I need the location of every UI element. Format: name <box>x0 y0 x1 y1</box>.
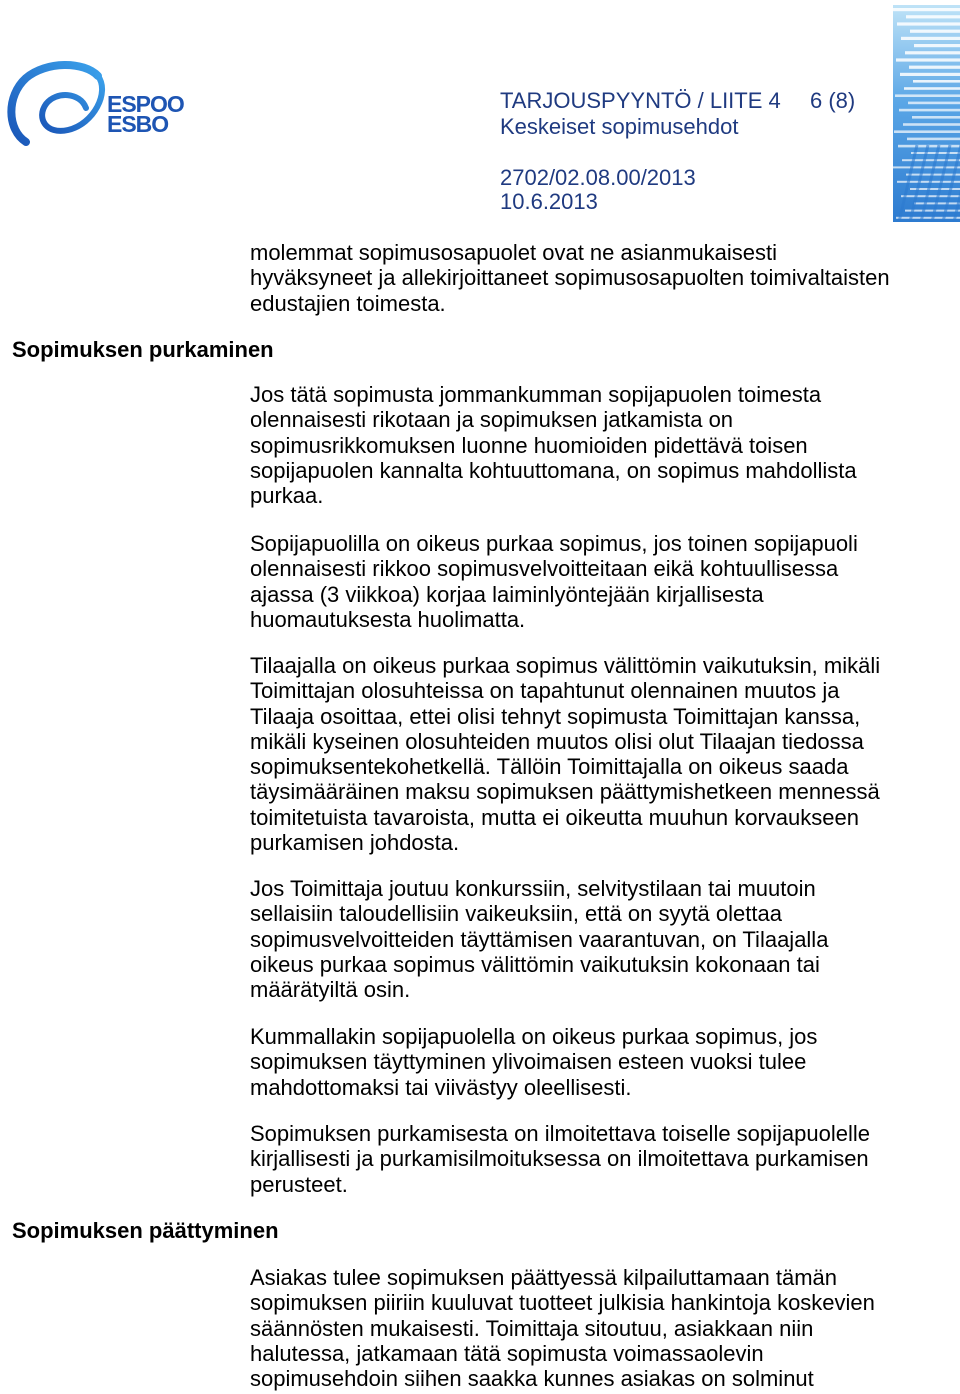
espoo-swirl-icon <box>6 58 106 148</box>
text-line: sellaisiin taloudellisiin vaikeuksiin, että on syytä olettaa <box>250 901 782 927</box>
reference-number: 2702/02.08.00/2013 <box>500 165 696 190</box>
text-line: Tilaaja osoittaa, ettei olisi tehnyt sopimusta Toimittajan kanssa, <box>250 703 861 729</box>
decoration-stripe <box>909 66 960 69</box>
text-line: sopimusvelvoitteiden täyttämisen vaarantuvan, on Tilaajalla <box>250 926 829 952</box>
text-line: toimitetuista tavaroista, mutta ei oikeutta muuhun korvaukseen <box>250 804 859 830</box>
decoration-stripe <box>896 58 960 61</box>
text-line: sopimusehdoin siihen saakka kunnes asiakas on solminut <box>250 1366 814 1392</box>
decoration-stripe <box>903 123 960 126</box>
page-number: 6 (8) <box>810 88 856 113</box>
text-line: sopimuksentekohetkellä. Tällöin Toimittajalla on oikeus saada <box>250 754 849 780</box>
decoration-stripe <box>900 73 960 76</box>
decoration-stripe <box>904 87 960 90</box>
document-type: TARJOUSPYYNTÖ / LIITE 4 <box>500 88 781 113</box>
text-line: mahdottomaksi tai viivästyy oleellisesti. <box>250 1074 632 1100</box>
text-line: halutessa, jatkamaan tätä sopimusta voimassaolevin <box>250 1340 764 1366</box>
text-line: Kummallakin sopijapuolella on oikeus purkaa sopimus, jos <box>250 1024 818 1049</box>
text-line: sopimuksen täyttyminen ylivoimaisen esteen vuoksi tulee <box>250 1049 807 1075</box>
document-date: 10.6.2013 <box>500 189 598 214</box>
section-heading-termination: Sopimuksen purkaminen <box>12 337 274 362</box>
intro-paragraph <box>250 240 890 316</box>
decoration-stripe <box>913 80 960 83</box>
decoration-stripe <box>896 217 960 219</box>
text-line: Jos Toimittaja joutuu konkurssiin, selvitystilaan tai muutoin <box>250 876 816 901</box>
document-subtitle: Keskeiset sopimusehdot <box>500 114 739 139</box>
text-line: purkaa. <box>250 483 324 509</box>
text-line: molemmat sopimusosapuolet ovat ne asianmukaisesti <box>250 240 778 265</box>
decoration-stripe <box>894 130 960 133</box>
text-line: hyväksyneet ja allekirjoittaneet sopimusosapuolten toimivaltaisten <box>250 265 890 291</box>
decoration-stripe <box>914 44 960 47</box>
paragraph <box>250 1121 870 1197</box>
paragraph <box>250 1265 875 1391</box>
text-line: täysimääräinen maksu sopimuksen päättymishetkeen mennessä <box>250 779 880 805</box>
section-heading-expiry: Sopimuksen päättyminen <box>12 1218 279 1243</box>
text-line: purkamisen johdosta. <box>250 830 460 856</box>
text-line: Jos tätä sopimusta jommankumman sopijapuolen toimesta <box>250 382 822 407</box>
text-line: sopimusrikkomuksen luonne huomioiden pidettävä toisen <box>250 432 808 458</box>
text-line: mikäli kyseinen olosuhteiden muutos olisi olut Tilaajan tiedossa <box>250 728 864 754</box>
text-line: oikeus purkaa sopimus välittömin vaikutuksin kokonaan tai <box>250 951 820 977</box>
text-line: edustajien toimesta. <box>250 290 446 316</box>
text-line: Tilaajalla on oikeus purkaa sopimus välittömin vaikutuksin, mikäli <box>250 653 881 678</box>
decoration-stripe <box>901 37 960 40</box>
paragraph <box>250 653 880 855</box>
text-line: perusteet. <box>250 1171 348 1197</box>
decoration-stripe <box>893 166 960 168</box>
decoration-stripe <box>906 15 960 18</box>
text-line: Asiakas tulee sopimuksen päättyessä kilpailuttamaan tämän <box>250 1265 837 1290</box>
decoration-stripe <box>905 51 960 54</box>
decoration-stripe <box>895 94 960 97</box>
logo-text-esbo: ESBO <box>107 111 169 137</box>
decoration-stripe <box>910 30 960 33</box>
text-line: olennaisesti rikkoo sopimusvelvoitteitaan eikä kohtuullisessa <box>250 556 839 582</box>
paragraph <box>250 531 858 632</box>
decoration-stripe <box>908 102 960 105</box>
decoration-stripe <box>897 181 960 183</box>
decoration-stripe <box>902 159 960 161</box>
paragraph <box>250 1024 817 1100</box>
decoration-stripe <box>907 138 960 141</box>
text-line: säännösten mukaisesti. Toimittaja sitoutuu, asiakkaan niin <box>250 1315 814 1341</box>
decoration-stripe <box>893 8 960 11</box>
decoration-stripe <box>899 109 960 112</box>
header-decoration-graphic <box>893 5 960 222</box>
paragraph <box>250 382 857 508</box>
text-line: sopimuksen piiriin kuuluvat tuotteet julkisia hankintoja koskevien <box>250 1290 875 1316</box>
logo-swirl-inner-loop <box>42 76 102 131</box>
decoration-stripe <box>897 22 960 25</box>
text-line: sopijapuolen kannalta kohtuuttomana, on sopimus mahdollista <box>250 457 857 483</box>
text-line: määrätyiltä osin. <box>250 977 411 1003</box>
text-line: olennaisesti rikotaan ja sopimuksen jatkamista on <box>250 407 734 433</box>
text-line: Sopimuksen purkamisesta on ilmoitettava toiselle sopijapuolelle <box>250 1121 870 1146</box>
text-line: Sopijapuolilla on oikeus purkaa sopimus, jos toinen sopijapuoli <box>250 531 858 556</box>
text-line: huomautuksesta huolimatta. <box>250 606 526 632</box>
logo-text-espoo: ESPOO <box>107 91 184 117</box>
decoration-stripe <box>901 195 960 197</box>
text-line: ajassa (3 viikkoa) korjaa laiminlyöntejään kirjallisesta <box>250 581 764 607</box>
decoration-stripe <box>912 116 960 119</box>
paragraph <box>250 876 828 1002</box>
text-line: kirjallisesti ja purkamisilmoituksessa on ilmoitettava purkamisen <box>250 1146 869 1172</box>
text-line: Toimittajan olosuhteissa on tapahtunut olennainen muutos ja <box>250 678 840 704</box>
